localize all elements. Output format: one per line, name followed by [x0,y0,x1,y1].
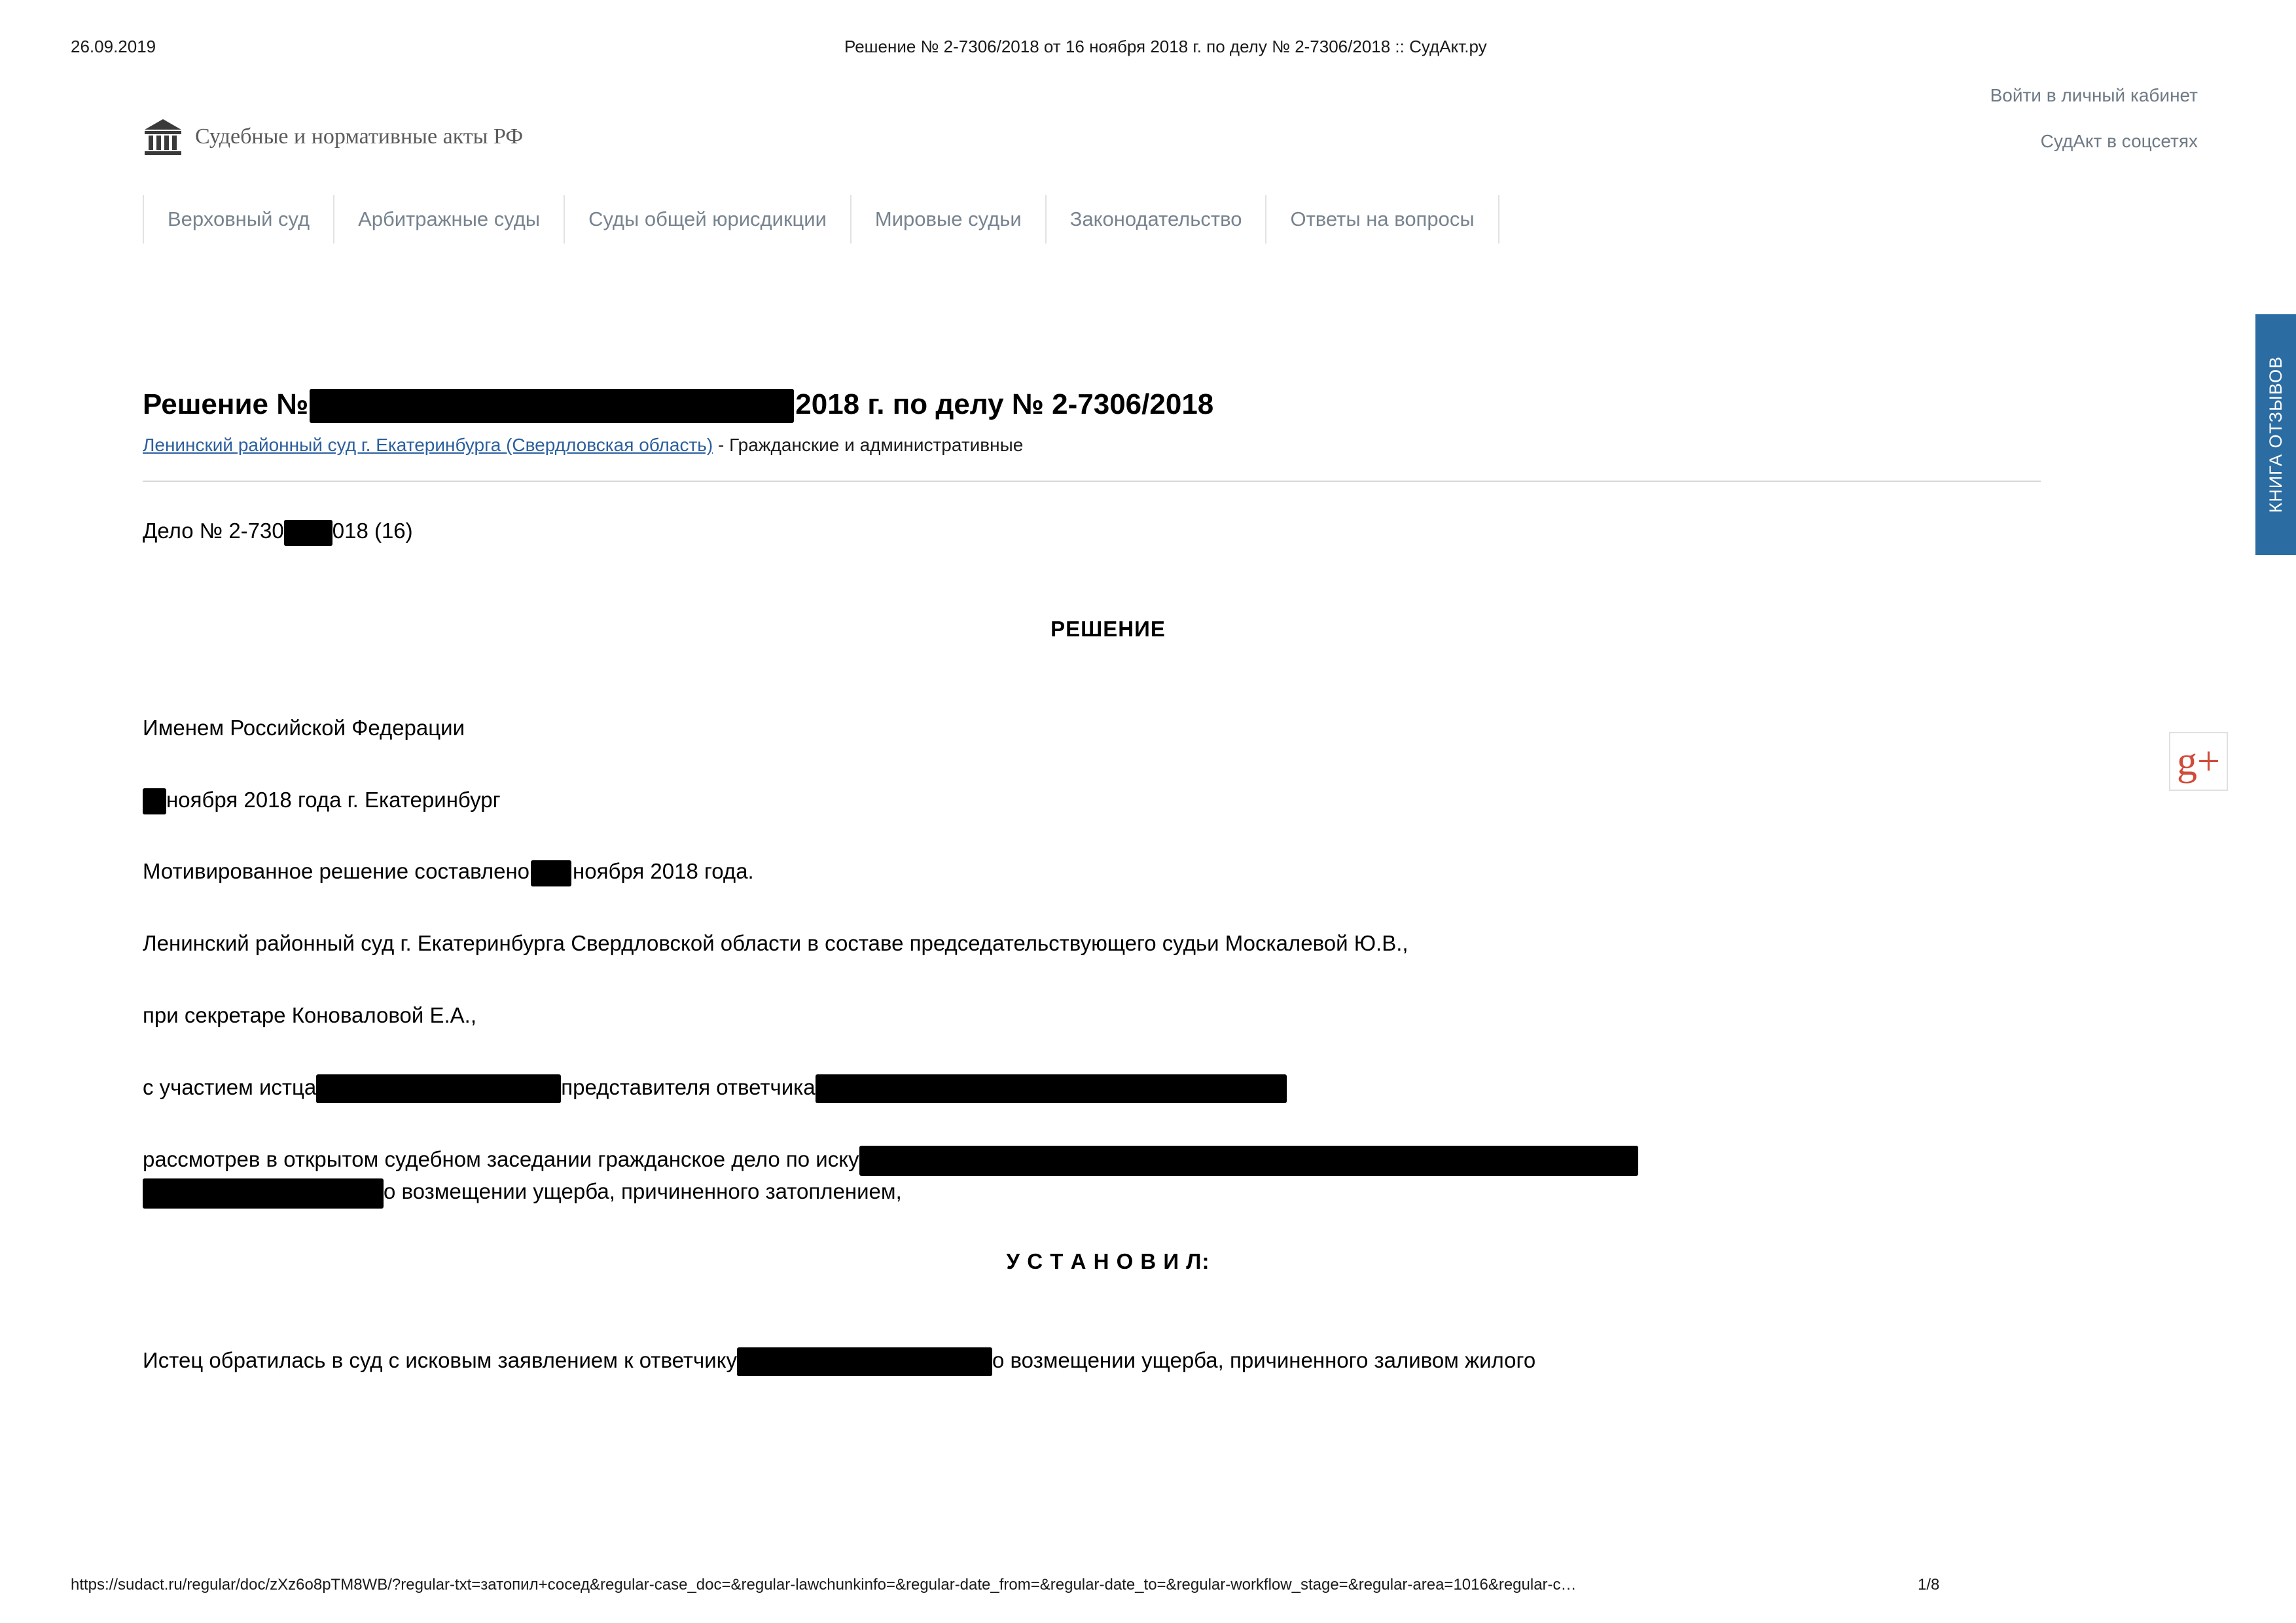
paragraph-court-composition: Ленинский районный суд г. Екатеринбурга Свердловской области в составе председательствующего судьи Москалевой Ю.В., [143,931,1408,956]
paragraph-secretary: при секретаре Коноваловой Е.А., [143,1003,476,1028]
redaction-bar [284,520,332,546]
redaction-bar [737,1347,992,1376]
source-url: https://sudact.ru/regular/doc/zXz6o8pTM8WB/?regular-txt=затопил+сосед&regular-case_doc=&regular-lawchunkinfo=&regular-date_from=&regular-date_to=&regular-workflow_stage=&regular-area=1016&regular-c… [71,1576,1577,1594]
feedback-book-label: КНИГА ОТЗЫВОВ [2265,356,2286,513]
main-nav [143,195,1499,244]
paragraph-motivated-decision [143,856,2073,887]
print-header [0,37,2296,63]
site-brand-label: Судебные и нормативные акты РФ [195,124,524,149]
considered-prefix: рассмотрев в открытом судебном заседании гражданское дело по иску [143,1147,859,1172]
claim-prefix: Истец обратилась в суд с исковым заявлением к ответчику [143,1347,737,1372]
print-footer [0,1576,2296,1598]
claim-suffix: о возмещении ущерба, причиненного заливом жилого [992,1347,1536,1372]
motivated-suffix: ноября 2018 года. [573,859,754,884]
case-number-line [143,519,2073,545]
redaction-bar [316,1074,561,1103]
document-title-prefix: Решение № [143,388,309,420]
considered-suffix: о возмещении ущерба, причиненного затоплением, [384,1179,902,1204]
courthouse-icon [143,117,183,157]
established-heading: У С Т А Н О В И Л: [1006,1249,1210,1273]
divider [143,481,2041,482]
case-number-suffix: 018 (16) [332,519,413,543]
nav-item-answers[interactable]: Ответы на вопросы [1266,195,1499,244]
print-page-title: Решение № 2-7306/2018 от 16 ноября 2018 г. по делу № 2-7306/2018 :: СудАкт.ру [844,37,1487,56]
redaction-bar [310,389,794,423]
document-body [143,386,2073,1376]
document-title-suffix: 2018 г. по делу № 2-7306/2018 [795,388,1214,420]
nav-item-legislation[interactable]: Законодательство [1047,195,1267,244]
paragraph-considered-case [143,1144,2073,1209]
nav-item-magistrates[interactable]: Мировые судьи [852,195,1047,244]
paragraph-decision-date [143,784,2073,816]
print-date: 26.09.2019 [71,37,156,56]
court-link[interactable]: Ленинский районный суд г. Екатеринбурга (Свердловская область) [143,435,713,456]
document-court-line [143,435,2073,456]
nav-item-general-jurisdiction[interactable]: Суды общей юрисдикции [565,195,852,244]
site-header [0,79,2296,262]
nav-item-supreme-court[interactable]: Верховный суд [143,195,334,244]
participants-prefix: с участием истца [143,1074,317,1099]
login-link[interactable]: Войти в личный кабинет [1990,85,2198,105]
header-links [1990,85,2198,177]
redaction-bar [816,1074,1287,1103]
decision-heading: РЕШЕНИЕ [1050,616,1166,641]
paragraph-claim-intro [143,1345,2073,1376]
nav-item-arbitration-courts[interactable]: Арбитражные суды [334,195,565,244]
paragraph-participants [143,1072,2073,1103]
court-category: - Гражданские и административные [717,435,1024,456]
google-plus-share-button[interactable] [2169,732,2228,791]
redaction-bar [143,1178,384,1209]
paragraph-in-name-of-rf: Именем Российской Федерации [143,715,465,740]
case-number-prefix: Дело № 2-730 [143,519,284,543]
page-number: 1/8 [1918,1576,1940,1594]
decision-date-suffix: ноября 2018 года г. Екатеринбург [166,787,501,812]
redaction-bar [143,788,166,814]
redaction-bar [531,860,571,886]
feedback-book-tab[interactable] [2255,314,2296,555]
google-plus-icon: g+ [2177,739,2220,784]
document-title [143,386,2073,423]
redaction-bar [859,1146,1638,1176]
motivated-prefix: Мотивированное решение составлено [143,859,530,884]
participants-mid: представителя ответчика [561,1074,816,1099]
site-brand[interactable] [143,117,523,157]
social-link[interactable]: СудАкт в соцсетях [2040,131,2198,151]
